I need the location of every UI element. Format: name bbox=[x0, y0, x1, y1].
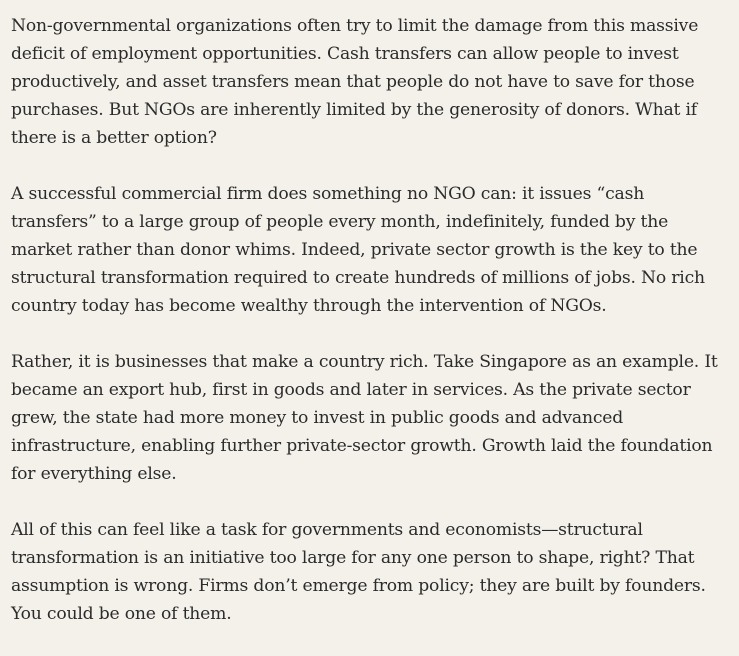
article-body bbox=[11, 12, 731, 656]
paragraph-founders: All of this can feel like a task for governments and economists—structural transformation is an initiative too large for any one person to shape, right? That assumption is wrong. Firms don’t emerge from policy; they are built by founders. You could be one of them. bbox=[11, 520, 706, 624]
paragraph-commercial-firm: A successful commercial firm does something no NGO can: it issues “cash transfers” to a large group of people every month, indefinitely, funded by the market rather than donor whims. Indeed, private sector growth is the key to the structural transformation required to create hundreds of millions of jobs. No rich country today has become wealthy through the intervention of NGOs. bbox=[11, 184, 705, 316]
paragraph-ngo-limits: Non-governmental organizations often try to limit the damage from this massive deficit of employment opportunities. Cash transfers can allow people to invest productively, and asset transfers mean that people do not have to save for those purchases. But NGOs are inherently limited by the generosity of donors. What if there is a better option? bbox=[11, 16, 699, 148]
paragraph-singapore: Rather, it is businesses that make a country rich. Take Singapore as an example. It became an export hub, first in goods and later in services. As the private sector grew, the state had more money to invest in public goods and advanced infrastructure, enabling further private-sector growth. Growth laid the foundation for everything else. bbox=[11, 352, 718, 484]
